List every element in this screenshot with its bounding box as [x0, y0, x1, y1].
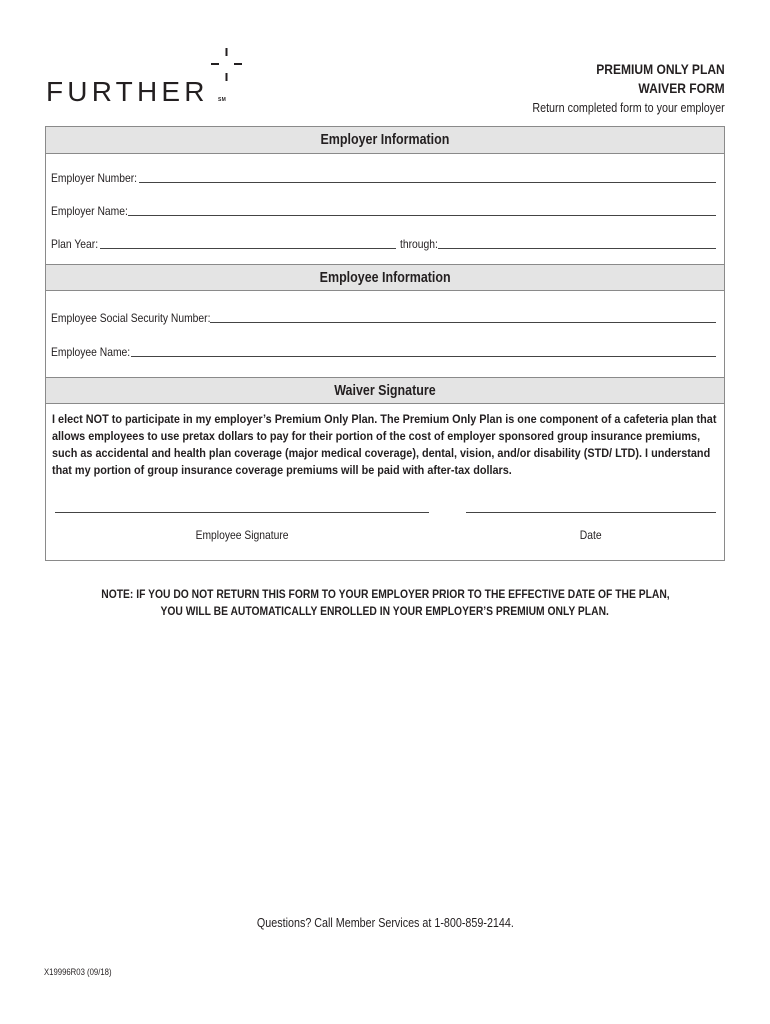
- employer-name-label: Employer Name:: [51, 204, 128, 218]
- employee-ssn-label: Employee Social Security Number:: [51, 311, 211, 325]
- form-title-line1: PREMIUM ONLY PLAN: [596, 61, 725, 77]
- waiver-statement: I elect NOT to participate in my employer’s Premium Only Plan. The Premium Only Plan is one component of a cafeteria plan that allows employees to use pretax dollars to pay for their portion of the cost of employer sponsored group insurance premiums, such as accidental and health plan coverage (major medical coverage), dental, vision, and/or disability (STD/ LTD). I understand that my portion of group insurance coverage premiums will be paid with after-tax dollars.: [52, 412, 717, 477]
- employer-number-label: Employer Number:: [51, 171, 138, 185]
- employer-number-field[interactable]: [51, 169, 716, 185]
- form-subtitle: Return completed form to your employer: [532, 101, 725, 115]
- form-code: X19996R03 (09/18): [44, 967, 112, 977]
- employee-signature-label: Employee Signature: [195, 528, 289, 542]
- date-line[interactable]: [466, 512, 716, 513]
- employer-number-line[interactable]: [139, 182, 716, 183]
- plan-year-label: Plan Year:: [51, 237, 99, 251]
- plan-year-end-line[interactable]: [438, 248, 716, 249]
- waiver-form: [45, 126, 725, 561]
- employee-ssn-line[interactable]: [210, 322, 716, 323]
- plan-year-field[interactable]: [51, 235, 716, 251]
- employee-ssn-field[interactable]: [51, 309, 716, 325]
- note-line2: YOU WILL BE AUTOMATICALLY ENROLLED IN YOUR EMPLOYER’S PREMIUM ONLY PLAN.: [160, 604, 610, 618]
- employee-name-line[interactable]: [131, 356, 716, 357]
- date-label: Date: [580, 528, 602, 542]
- form-title-block: [501, 60, 725, 116]
- through-label: through:: [399, 237, 438, 251]
- waiver-section-heading: Waiver Signature: [46, 377, 724, 404]
- employer-name-line[interactable]: [128, 215, 716, 216]
- plan-year-start-line[interactable]: [100, 248, 396, 249]
- note-line1: NOTE: IF YOU DO NOT RETURN THIS FORM TO YOUR EMPLOYER PRIOR TO THE EFFECTIVE DATE OF THE PLAN,: [100, 587, 670, 601]
- employer-section-heading: Employer Information: [46, 127, 724, 154]
- employee-section-heading: Employee Information: [46, 264, 724, 291]
- form-title-line2: WAIVER FORM: [638, 80, 725, 96]
- employee-name-field[interactable]: [51, 343, 716, 359]
- member-services-contact: Questions? Call Member Services at 1-800-859-2144.: [256, 916, 514, 930]
- plus-burst-icon: [211, 48, 243, 82]
- employer-name-field[interactable]: [51, 202, 716, 218]
- service-mark: SM: [218, 97, 227, 103]
- employee-signature-line[interactable]: [55, 512, 429, 513]
- enrollment-note: [0, 586, 770, 620]
- further-logo: [46, 48, 246, 107]
- logo-wordmark: FURTHER: [46, 76, 209, 107]
- employee-name-label: Employee Name:: [51, 345, 131, 359]
